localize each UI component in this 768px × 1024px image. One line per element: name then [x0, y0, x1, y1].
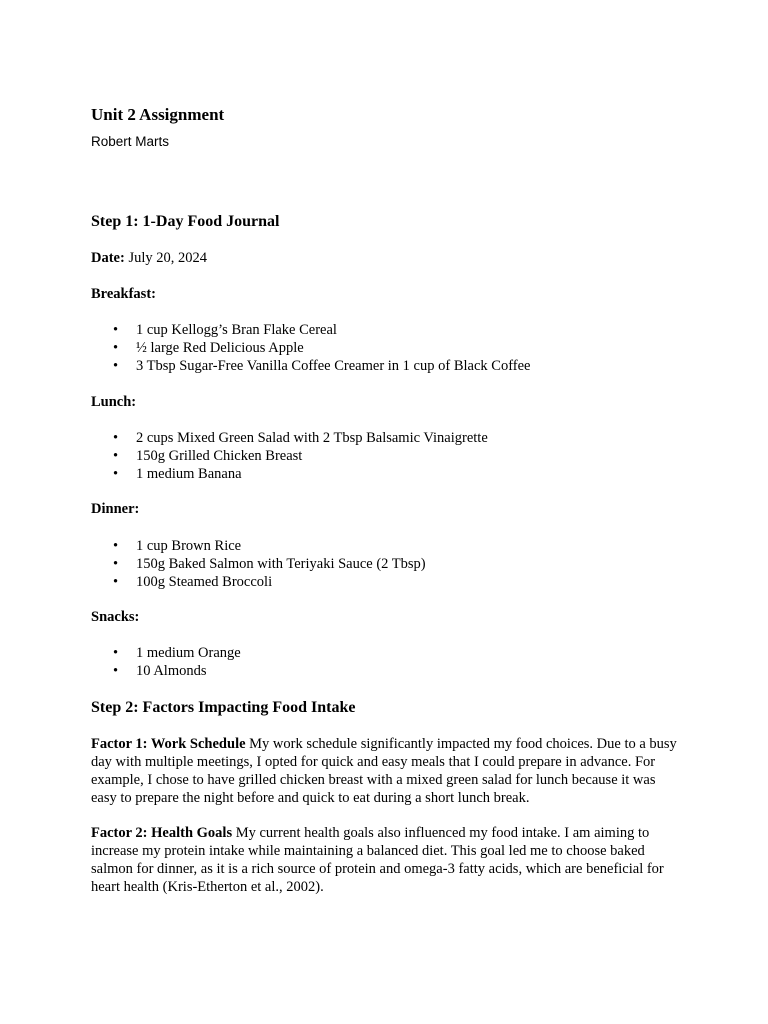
- bullet-icon: •: [113, 340, 119, 356]
- list-item: • 100g Steamed Broccoli: [113, 574, 273, 590]
- factor-label: Factor 2: Health Goals: [91, 825, 233, 841]
- meal-list-breakfast: [91, 321, 530, 375]
- list-item: • 3 Tbsp Sugar-Free Vanilla Coffee Creamer in 1 cup of Black Coffee: [113, 358, 531, 374]
- list-item: • 1 cup Brown Rice: [113, 538, 242, 554]
- meal-label-snacks: Snacks:: [91, 609, 140, 625]
- meal-label-breakfast: Breakfast:: [91, 286, 156, 302]
- bullet-icon: •: [113, 448, 119, 464]
- factor-text: My current health goals also influenced my food intake. I am aiming to increase my protein intake while maintaining a balanced diet. This goal led me to choose baked salmon for dinner, as it is a rich source of protein and omega-3 fatty acids, which are beneficial for heart health (Kris-Etherton et al., 2002).: [91, 825, 664, 895]
- list-item: • 1 medium Banana: [113, 466, 242, 482]
- meal-label-dinner: Dinner:: [91, 501, 140, 517]
- document-title: Unit 2 Assignment: [91, 105, 225, 124]
- bullet-icon: •: [113, 663, 119, 679]
- factor-label: Factor 1: Work Schedule: [91, 736, 246, 752]
- list-item: • 150g Grilled Chicken Breast: [113, 448, 303, 464]
- date-line: [91, 249, 207, 267]
- step1-heading: Step 1: 1-Day Food Journal: [91, 213, 280, 230]
- factor-text: My work schedule significantly impacted my food choices. Due to a busy day with multiple meetings, I opted for quick and easy meals that I could prepare in advance. For example, I chose to have grilled chicken breast with a mixed green salad for lunch because it was easy to prepare the night before and quick to eat during a short lunch break.: [91, 736, 677, 806]
- list-item: • 150g Baked Salmon with Teriyaki Sauce (2 Tbsp): [113, 556, 426, 572]
- bullet-icon: •: [113, 538, 119, 554]
- meal-list-snacks: [91, 644, 241, 680]
- date-label: Date:: [91, 250, 125, 266]
- list-item: • 2 cups Mixed Green Salad with 2 Tbsp Balsamic Vinaigrette: [113, 430, 488, 446]
- bullet-icon: •: [113, 322, 119, 338]
- bullet-icon: •: [113, 466, 119, 482]
- list-item: • 1 medium Orange: [113, 645, 241, 661]
- factor-paragraph-1: [91, 735, 681, 807]
- bullet-icon: •: [113, 574, 119, 590]
- date-value: July 20, 2024: [128, 250, 207, 266]
- list-item: • 1 cup Kellogg’s Bran Flake Cereal: [113, 322, 337, 338]
- list-item: • ½ large Red Delicious Apple: [113, 340, 304, 356]
- factor-paragraph-2: [91, 824, 681, 896]
- bullet-icon: •: [113, 645, 119, 661]
- meal-list-lunch: [91, 429, 488, 483]
- bullet-icon: •: [113, 358, 119, 374]
- bullet-icon: •: [113, 556, 119, 572]
- meal-list-dinner: [91, 537, 426, 591]
- bullet-icon: •: [113, 430, 119, 446]
- step2-heading: Step 2: Factors Impacting Food Intake: [91, 699, 356, 716]
- meal-label-lunch: Lunch:: [91, 394, 137, 410]
- list-item: • 10 Almonds: [113, 663, 207, 679]
- author-name: Robert Marts: [91, 134, 170, 149]
